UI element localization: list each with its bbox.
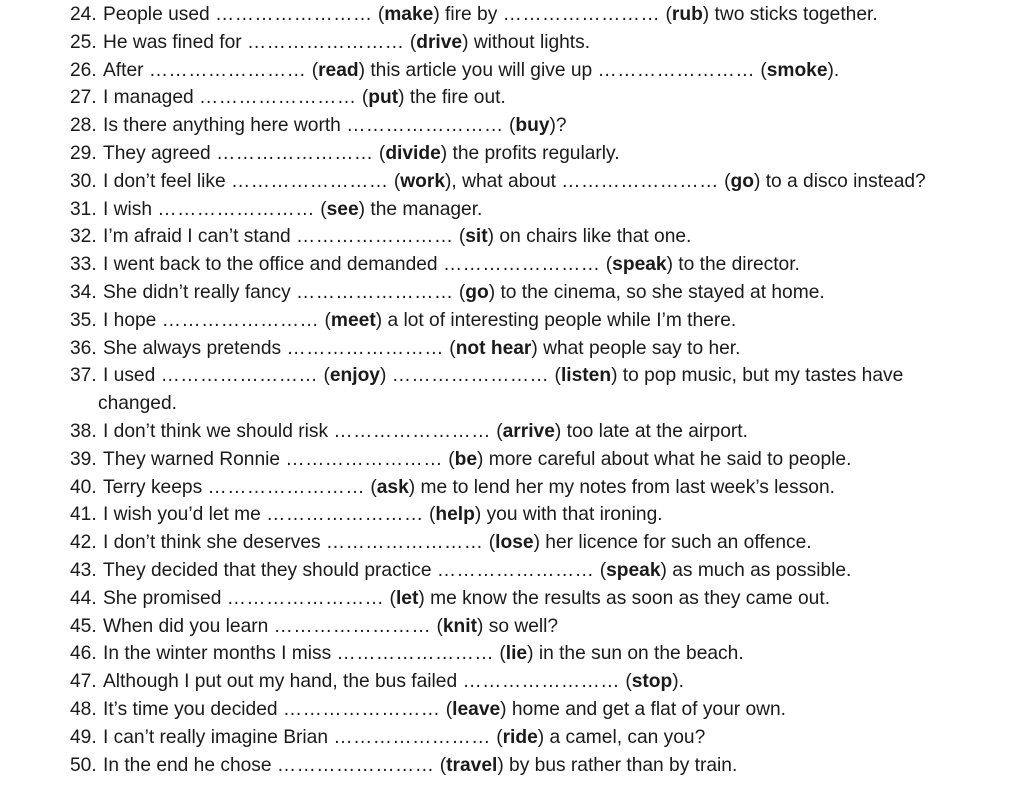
verb-cue: let <box>395 587 419 609</box>
answer-blank[interactable]: …………………… <box>216 142 374 164</box>
sentence-text: ( <box>490 420 503 442</box>
answer-blank[interactable]: …………………… <box>325 532 484 554</box>
sentence-text: ( <box>442 448 455 470</box>
sentence-text: ). <box>672 671 684 693</box>
verb-cue: lie <box>505 643 528 665</box>
sentence-text: ( <box>356 87 369 109</box>
exercise-item <box>0 613 1024 641</box>
exercise-item <box>0 335 1024 363</box>
verb-cue: divide <box>385 142 441 164</box>
sentence-text: ) what people say to her. <box>531 337 741 359</box>
item-sentence <box>103 279 825 307</box>
sentence-text: They agreed <box>103 142 217 164</box>
sentence-text: ). <box>827 59 840 81</box>
sentence-text: In the end he chose <box>103 754 277 776</box>
sentence-text: ( <box>718 170 731 192</box>
exercise-item <box>0 752 1024 780</box>
item-number: 38. <box>70 420 97 442</box>
answer-blank[interactable]: …………………… <box>226 587 385 609</box>
answer-blank[interactable]: …………………… <box>285 448 443 470</box>
item-number: 39. <box>70 448 97 470</box>
item-number: 48. <box>70 698 97 720</box>
item-sentence <box>103 668 684 696</box>
item-sentence <box>103 474 835 502</box>
sentence-text: ) her licence for such an offence. <box>533 532 812 554</box>
answer-blank[interactable]: …………………… <box>286 337 444 359</box>
answer-blank[interactable]: …………………… <box>207 476 365 498</box>
answer-blank[interactable]: …………………… <box>276 754 435 776</box>
sentence-text: In the winter months I miss <box>103 643 337 665</box>
item-number: 32. <box>70 226 97 248</box>
sentence-text: ) the fire out. <box>398 87 506 109</box>
sentence-text: They warned Ronnie <box>103 448 286 470</box>
sentence-text: ( <box>306 59 319 81</box>
exercise-item <box>0 557 1024 585</box>
answer-blank[interactable]: …………………… <box>215 4 373 25</box>
sentence-text: ) a camel, can you? <box>537 726 706 748</box>
answer-blank[interactable]: …………………… <box>231 170 389 192</box>
sentence-text: ( <box>494 643 506 665</box>
sentence-text: ( <box>600 254 613 276</box>
sentence-text: ) to the cinema, so she stayed at home. <box>488 281 825 303</box>
sentence-text: ( <box>453 226 466 248</box>
item-sentence <box>103 696 786 724</box>
sentence-text: It’s time you decided <box>103 698 283 720</box>
sentence-text: ( <box>755 59 767 81</box>
item-number: 44. <box>70 587 97 609</box>
verb-cue: drive <box>416 31 463 53</box>
sentence-text: ) to the director. <box>666 254 800 276</box>
item-number: 47. <box>70 671 97 693</box>
sentence-text: ( <box>490 726 503 748</box>
sentence-text: ( <box>503 115 516 137</box>
item-number: 25. <box>70 31 97 53</box>
sentence-text: ) me know the results as soon as they came out. <box>418 587 831 609</box>
sentence-text: She always pretends <box>103 337 287 359</box>
sentence-text: I used <box>103 365 161 387</box>
item-number: 30. <box>70 170 97 192</box>
item-sentence <box>103 418 748 446</box>
verb-cue: meet <box>330 309 376 331</box>
item-number: 29. <box>70 142 97 164</box>
sentence-text: When did you learn <box>103 615 274 637</box>
exercise-item <box>0 529 1024 557</box>
exercise-item <box>0 446 1024 474</box>
exercise-item <box>0 501 1024 529</box>
sentence-text: ) as much as possible. <box>660 559 852 581</box>
sentence-text: )? <box>549 115 567 137</box>
sentence-text: I don’t think we should risk <box>103 420 334 442</box>
item-number: 43. <box>70 559 97 581</box>
verb-cue: rub <box>671 4 703 25</box>
item-sentence <box>103 362 903 390</box>
sentence-text: ) to pop music, but my tastes have <box>611 365 904 387</box>
sentence-continuation: changed. <box>98 393 177 415</box>
item-sentence <box>103 84 506 112</box>
sentence-text: ( <box>431 615 443 637</box>
answer-blank[interactable]: …………………… <box>333 726 491 748</box>
answer-blank[interactable]: …………………… <box>157 198 315 220</box>
answer-blank[interactable]: …………………… <box>561 170 719 192</box>
item-sentence <box>103 529 812 557</box>
verb-cue: speak <box>612 254 667 276</box>
exercise-item <box>0 668 1024 696</box>
exercise-sheet <box>0 1 1024 779</box>
sentence-text: ( <box>619 671 632 693</box>
exercise-item <box>0 112 1024 140</box>
verb-cue: speak <box>606 559 661 581</box>
sentence-text: People used <box>103 4 216 25</box>
sentence-text: ( <box>384 587 396 609</box>
sentence-text: ( <box>434 754 447 776</box>
answer-blank[interactable]: …………………… <box>161 309 320 331</box>
item-sentence <box>103 613 558 641</box>
sentence-text: ) more careful about what he said to people. <box>477 448 852 470</box>
sentence-text: ) without lights. <box>462 31 591 53</box>
exercise-item <box>0 140 1024 168</box>
item-sentence <box>103 223 691 251</box>
sentence-text: After <box>103 59 149 81</box>
item-number: 45. <box>70 615 97 637</box>
sentence-text: ( <box>319 309 331 331</box>
sentence-text: ( <box>318 365 330 387</box>
sentence-text: ) too late at the airport. <box>554 420 748 442</box>
item-sentence <box>103 557 851 585</box>
exercise-item <box>0 29 1024 57</box>
verb-cue: go <box>730 170 754 192</box>
exercise-item <box>0 418 1024 446</box>
sentence-text: ) <box>379 365 392 387</box>
item-sentence <box>103 168 926 196</box>
exercise-item <box>0 57 1024 85</box>
verb-cue: not hear <box>455 337 532 359</box>
item-number: 46. <box>70 643 97 665</box>
sentence-text: Although I put out my hand, the bus failed <box>103 671 463 693</box>
verb-cue: enjoy <box>329 365 380 387</box>
verb-cue: see <box>326 198 359 220</box>
sentence-text: She didn’t really fancy <box>103 281 297 303</box>
exercise-list <box>0 1 1024 779</box>
answer-blank[interactable]: …………………… <box>148 59 307 81</box>
exercise-item <box>0 585 1024 613</box>
sentence-text: ( <box>314 198 327 220</box>
answer-blank[interactable]: …………………… <box>346 115 504 137</box>
item-number: 34. <box>70 281 97 303</box>
sentence-text: They decided that they should practice <box>103 559 437 581</box>
verb-cue: put <box>368 87 399 109</box>
item-number: 24. <box>70 4 97 25</box>
exercise-item <box>0 1 1024 29</box>
exercise-item <box>0 279 1024 307</box>
sentence-text: ) the manager. <box>358 198 483 220</box>
item-number: 28. <box>70 115 97 137</box>
exercise-item-continuation <box>0 390 1024 418</box>
exercise-item <box>0 168 1024 196</box>
item-number: 35. <box>70 309 97 331</box>
answer-blank[interactable]: …………………… <box>296 281 454 303</box>
verb-cue: sit <box>465 226 488 248</box>
verb-cue: listen <box>560 365 612 387</box>
item-sentence <box>103 57 839 85</box>
verb-cue: leave <box>452 698 501 720</box>
sentence-text: Terry keeps <box>103 476 208 498</box>
item-number: 42. <box>70 532 97 554</box>
sentence-text: ( <box>373 142 386 164</box>
answer-blank[interactable]: …………………… <box>266 504 424 526</box>
answer-blank[interactable]: …………………… <box>273 615 432 637</box>
item-sentence <box>103 335 740 363</box>
sentence-text: ( <box>660 4 672 25</box>
item-number: 36. <box>70 337 97 359</box>
item-number: 27. <box>70 87 97 109</box>
exercise-item <box>0 251 1024 279</box>
answer-blank[interactable]: …………………… <box>296 226 454 248</box>
item-number: 50. <box>70 754 97 776</box>
item-number: 37. <box>70 365 97 387</box>
sentence-text: I don’t feel like <box>103 170 231 192</box>
sentence-text: ) two sticks together. <box>702 4 878 25</box>
verb-cue: travel <box>446 754 498 776</box>
exercise-item <box>0 696 1024 724</box>
sentence-text: ) by bus rather than by train. <box>497 754 738 776</box>
sentence-text: ) you with that ironing. <box>474 504 663 526</box>
item-sentence <box>103 724 705 752</box>
answer-blank[interactable]: …………………… <box>282 698 441 720</box>
sentence-text: ( <box>404 31 417 53</box>
exercise-item <box>0 223 1024 251</box>
answer-blank[interactable]: …………………… <box>160 365 319 387</box>
item-sentence <box>103 1 878 29</box>
item-number: 33. <box>70 254 97 276</box>
verb-cue: ask <box>376 476 409 498</box>
answer-blank[interactable]: …………………… <box>442 254 601 276</box>
verb-cue: work <box>400 170 446 192</box>
item-sentence <box>103 196 482 224</box>
sentence-text: ( <box>372 4 385 25</box>
answer-blank[interactable]: …………………… <box>462 671 620 693</box>
item-number: 40. <box>70 476 97 498</box>
answer-blank[interactable]: …………………… <box>333 420 491 442</box>
answer-blank[interactable]: …………………… <box>391 365 550 387</box>
item-number: 26. <box>70 59 97 81</box>
exercise-item <box>0 84 1024 112</box>
item-sentence <box>103 29 590 57</box>
sentence-text: ), what about <box>445 170 562 192</box>
verb-cue: stop <box>631 671 673 693</box>
sentence-text: ( <box>483 532 496 554</box>
verb-cue: be <box>454 448 478 470</box>
sentence-text: ( <box>440 698 453 720</box>
sentence-text: ( <box>388 170 401 192</box>
sentence-text: I wish you’d let me <box>103 504 267 526</box>
answer-blank[interactable]: …………………… <box>336 643 495 665</box>
verb-cue: arrive <box>502 420 555 442</box>
exercise-item <box>0 196 1024 224</box>
sentence-text: ( <box>549 365 561 387</box>
sentence-text: ) fire by <box>433 4 503 25</box>
verb-cue: go <box>465 281 489 303</box>
sentence-text: He was fined for <box>103 31 247 53</box>
item-sentence <box>103 640 744 668</box>
answer-blank[interactable]: …………………… <box>436 559 595 581</box>
exercise-item <box>0 362 1024 390</box>
sentence-text: ( <box>453 281 466 303</box>
sentence-text: Is there anything here worth <box>103 115 347 137</box>
verb-cue: ride <box>502 726 538 748</box>
item-sentence <box>103 112 567 140</box>
exercise-item <box>0 474 1024 502</box>
sentence-text: ) this article you will give up <box>358 59 598 81</box>
sentence-text: I wish <box>103 198 158 220</box>
sentence-text: ) so well? <box>477 615 559 637</box>
sentence-text: ) home and get a flat of your own. <box>500 698 787 720</box>
sentence-text: ) the profits regularly. <box>440 142 620 164</box>
sentence-text: I don’t think she deserves <box>103 532 326 554</box>
verb-cue: buy <box>515 115 550 137</box>
sentence-text: She promised <box>103 587 227 609</box>
sentence-text: ( <box>423 504 436 526</box>
item-sentence <box>103 140 620 168</box>
exercise-item <box>0 307 1024 335</box>
item-number: 31. <box>70 198 97 220</box>
exercise-item <box>0 640 1024 668</box>
sentence-text: I managed <box>103 87 200 109</box>
answer-blank[interactable]: …………………… <box>199 87 357 109</box>
sentence-text: ) on chairs like that one. <box>487 226 692 248</box>
sentence-text: ) to a disco instead? <box>753 170 926 192</box>
verb-cue: smoke <box>766 59 828 81</box>
item-sentence <box>103 307 736 335</box>
sentence-text: ( <box>594 559 607 581</box>
answer-blank[interactable]: …………………… <box>246 31 405 53</box>
item-sentence <box>103 585 830 613</box>
answer-blank[interactable]: …………………… <box>502 4 661 25</box>
answer-blank[interactable]: …………………… <box>597 59 755 81</box>
sentence-text: I hope <box>103 309 162 331</box>
exercise-item <box>0 724 1024 752</box>
sentence-text: ) me to lend her my notes from last week’s lesson. <box>408 476 835 498</box>
item-number: 41. <box>70 504 97 526</box>
sentence-text: I’m afraid I can’t stand <box>103 226 297 248</box>
verb-cue: read <box>318 59 359 81</box>
item-sentence <box>103 752 737 780</box>
verb-cue: help <box>435 504 475 526</box>
verb-cue: knit <box>442 615 478 637</box>
sentence-text: I can’t really imagine Brian <box>103 726 334 748</box>
sentence-text: ) a lot of interesting people while I’m there. <box>375 309 737 331</box>
item-number: 49. <box>70 726 97 748</box>
item-sentence <box>103 446 851 474</box>
sentence-text: ( <box>365 476 377 498</box>
item-sentence <box>103 251 800 279</box>
item-sentence <box>103 501 663 529</box>
verb-cue: lose <box>495 532 534 554</box>
sentence-text: I went back to the office and demanded <box>103 254 443 276</box>
verb-cue: make <box>384 4 434 25</box>
sentence-text: ( <box>443 337 456 359</box>
sentence-text: ) in the sun on the beach. <box>527 643 744 665</box>
